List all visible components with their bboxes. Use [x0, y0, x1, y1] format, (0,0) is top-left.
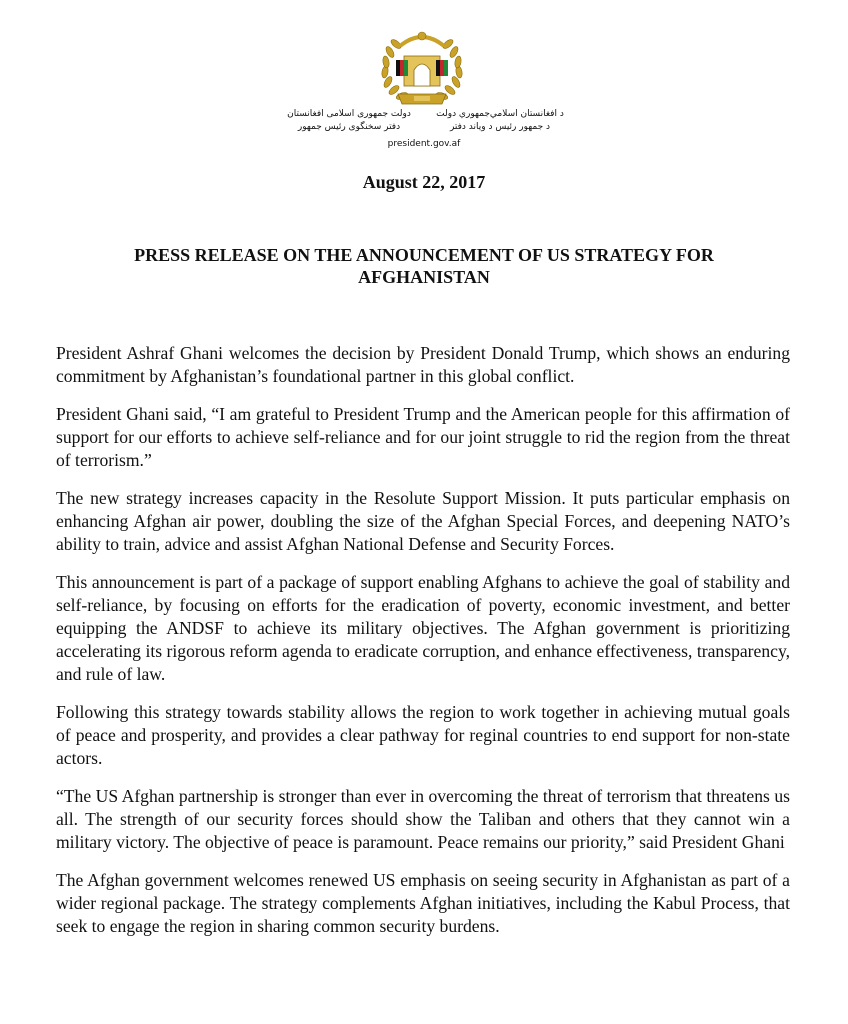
paragraph-3: The new strategy increases capacity in the Resolute Support Mission. It puts particular emphasis on enhancing Afghan air power, doubling the size of the Afghan Special Forces, and deepening NATO’s ability to train, advice and assist Afghan National Defense and Security Forces.	[56, 488, 790, 554]
afghanistan-emblem-icon	[374, 26, 470, 114]
dari-line-1: دولت جمهوری اسلامی افغانستان	[287, 109, 411, 119]
paragraph-2: President Ghani said, “I am grateful to President Trump and the American people for this affirmation of support for our efforts to achieve self-reliance and for our joint struggle to rid the region from the threat of terrorism.”	[56, 404, 790, 470]
pashto-line-2: د جمهور رئیس د ویاند دفتر	[449, 122, 551, 132]
dari-office-header	[274, 108, 424, 134]
pashto-line-1: د افغانستان اسلامي‌جمهوري دولت	[436, 109, 564, 119]
paragraph-7: The Afghan government welcomes renewed US emphasis on seeing security in Afghanistan as part of a wider regional package. The strategy complements Afghan initiatives, including the Kabul Process, that seek to engage the region in sharing common security burdens.	[56, 870, 790, 936]
paragraph-6: “The US Afghan partnership is stronger than ever in overcoming the threat of terrorism that threatens us all. The strength of our security forces should show the Taliban and others that they cannot win a military victory. The objective of peace is paramount. Peace remains our priority,” said President Ghani	[56, 786, 790, 852]
paragraph-1: President Ashraf Ghani welcomes the decision by President Donald Trump, which shows an enduring commitment by Afghanistan’s foundational partner in this global conflict.	[56, 343, 790, 386]
release-date: August 22, 2017	[362, 172, 486, 192]
website-url: president.gov.af	[387, 139, 461, 149]
paragraph-5: Following this strategy towards stability allows the region to work together in achieving mutual goals of peace and prosperity, and provides a clear pathway for reginal countries to end support for non-state actors.	[56, 702, 790, 768]
pashto-office-header	[430, 108, 570, 134]
paragraph-4: This announcement is part of a package of support enabling Afghans to achieve the goal of stability and self-reliance, by focusing on efforts for the eradication of poverty, economic investment, and better equipping the ANDSF to achieve its military objectives. The Afghan government is prioritizing accelerating its rigorous reform agenda to eradicate corruption, and enhance effectiveness, transparency, and rule of law.	[56, 572, 790, 684]
press-release-body	[56, 342, 790, 953]
dari-line-2: دفتر سخنگوی رئیس جمهور	[297, 122, 401, 132]
press-release-title: PRESS RELEASE ON THE ANNOUNCEMENT OF US STRATEGY FOR AFGHANISTAN	[134, 245, 714, 287]
